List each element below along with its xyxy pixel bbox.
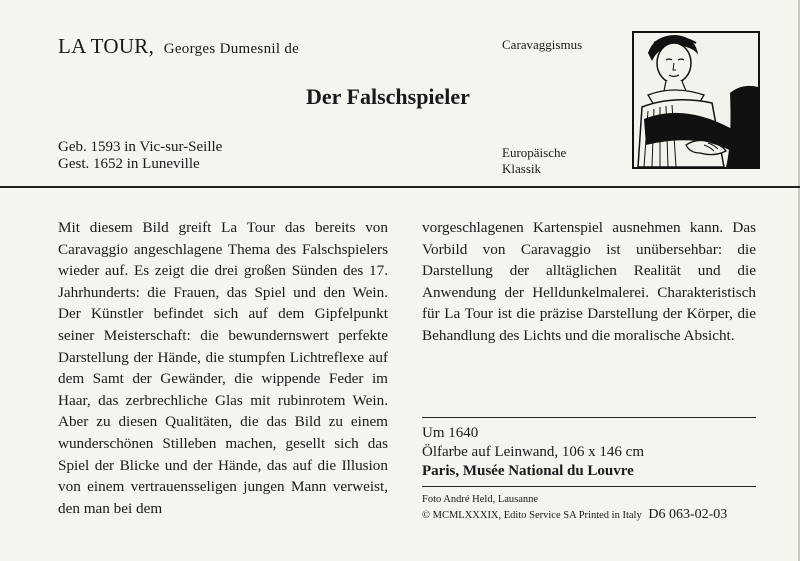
artwork-title: Der Falschspieler [306, 84, 470, 109]
painting-thumbnail [632, 31, 760, 169]
artwork-metadata [422, 424, 644, 481]
painting-thumbnail-image [634, 33, 758, 167]
metadata-bottom-rule [422, 486, 756, 487]
description-left-column: Mit diesem Bild greift La Tour das bereits von Caravaggio angeschlagene Thema des Falschspielers wieder auf. Es zeigt die drei großen Sünden des 17. Jahrhunderts: die Frauen, das Spiel und den Wein. Der Künstler befindet sich auf dem Gipfelpunkt seiner Meisterschaft: die bewundernswert perfekte Darstellung der Hände, die stumpfen Lichtreflexe auf dem Samt der Gewänder, die wippende Feder im Haar, das zerbrechliche Glas mit rubinrotem Wein. Aber zu diesen Qualitäten, die das Bild zu einem wunderschönen Stilleben machen, gesellt sich das Spiel der Blicke und der Hände, das auf die Illusion von einem vertrauensseligen jungen Mann verweist, den man bei dem [58, 219, 388, 517]
catalog-code: D6 063-02-03 [648, 507, 728, 522]
publisher-line [422, 507, 762, 523]
death-info: Gest. 1652 in Luneville [58, 156, 200, 172]
credits [422, 492, 762, 523]
art-period-line-1: Europäische [502, 145, 567, 160]
publisher-copyright: © MCMLXXXIX, Edito Service SA Printed in Italy [422, 510, 642, 521]
artist-given-name: Georges Dumesnil de [163, 41, 300, 57]
header-divider [0, 186, 800, 188]
metadata-top-rule [422, 417, 756, 418]
artwork-location: Paris, Musée National du Louvre [422, 463, 634, 479]
description-right-column: vorgeschlagenen Kartenspiel ausnehmen kann. Das Vorbild von Caravaggio ist unübersehbar: die Darstellung der alltäglichen Realität und die Anwendung der Helldunkelmalerei. Charakteristisch für La Tour ist die präzise Darstellung der Körper, die Behandlung des Lichts und die moralische Absicht. [422, 219, 756, 344]
artwork-medium: Ölfarbe auf Leinwand, 106 x 146 cm [422, 444, 645, 460]
art-period-line-2: Klassik [502, 161, 541, 176]
photo-credit: Foto André Held, Lausanne [422, 494, 539, 505]
artwork-date: Um 1640 [422, 425, 479, 441]
artist-surname: LA TOUR, [58, 34, 155, 58]
artist-name [58, 34, 299, 59]
artist-life-dates [58, 139, 222, 173]
birth-info: Geb. 1593 in Vic-sur-Seille [58, 139, 223, 155]
art-movement: Caravaggismus [502, 37, 583, 52]
art-period [502, 145, 566, 177]
